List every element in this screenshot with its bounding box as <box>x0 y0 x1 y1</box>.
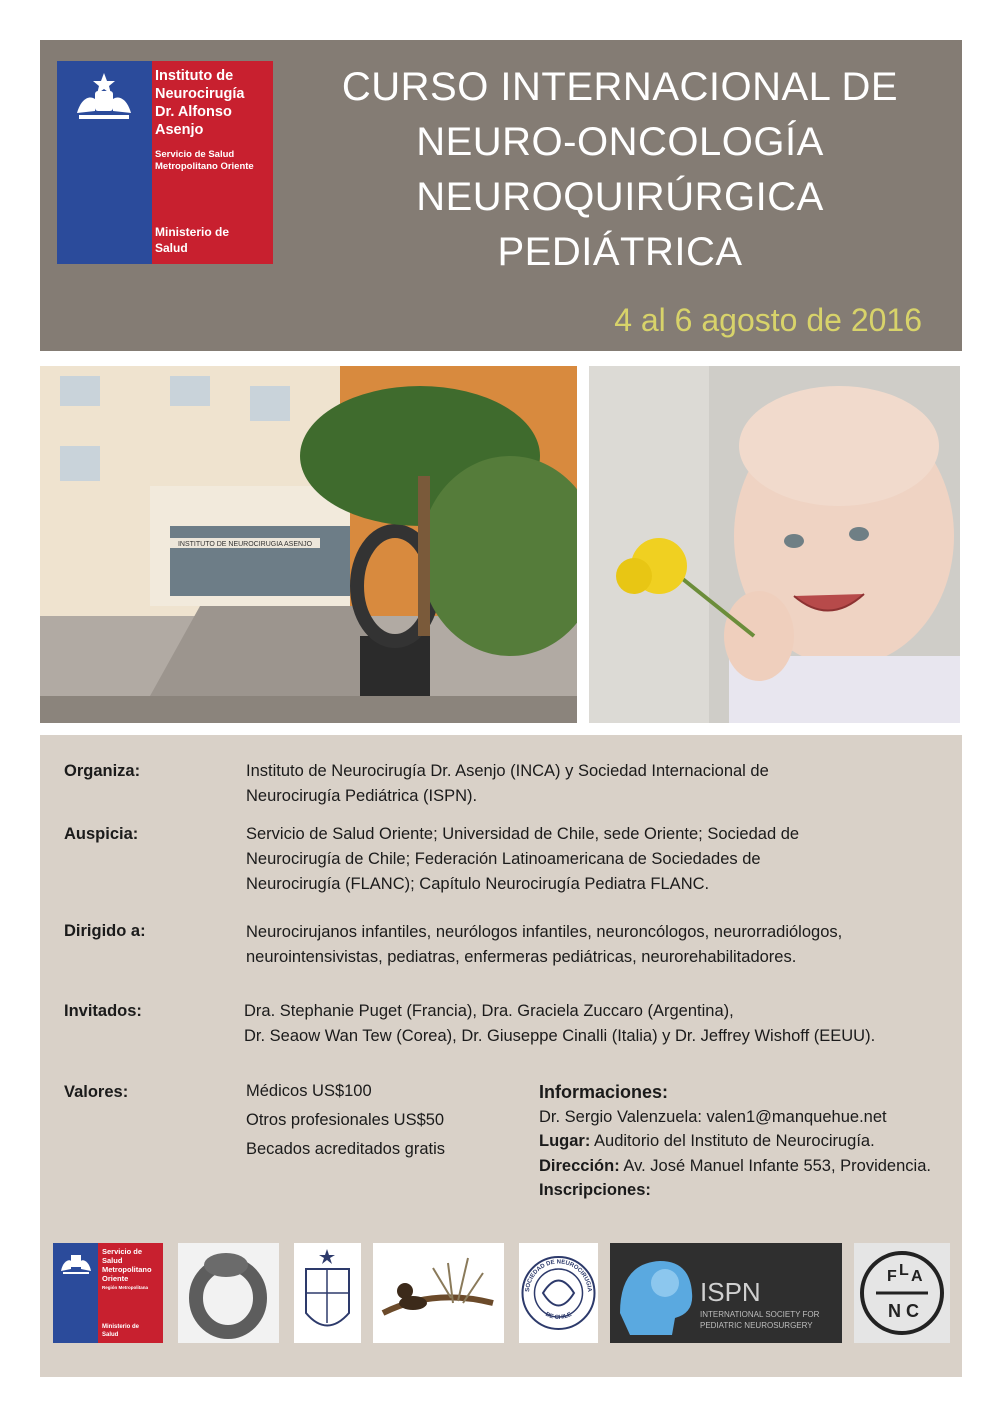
building-photo <box>40 366 577 723</box>
dirigido-value: Neurocirujanos infantiles, neurólogos infantiles, neuroncólogos, neurorradiólogos, neurointensivistas, pediatras, enfermeras pediátricas, neurorehabilitadores. <box>246 923 843 966</box>
invitados-label: Invitados: <box>64 1002 142 1020</box>
direccion-line: Dirección: Av. José Manuel Infante 553, Providencia. <box>539 1156 931 1175</box>
building-sign-text: INSTITUTO DE NEUROCIRUGIA ASENJO <box>177 541 313 548</box>
ssmo-logo: Servicio de Salud Metropolitano Oriente Región Metropolitana Ministerio de Salud <box>53 1243 163 1343</box>
informaciones-block <box>539 1080 959 1203</box>
valor-item: Otros profesionales US$50 <box>246 1111 445 1129</box>
ispn-line1: INTERNATIONAL SOCIETY FOR <box>700 1310 820 1319</box>
ispn-line2: PEDIATRIC NEUROSURGERY <box>700 1321 813 1330</box>
chile-coat-of-arms-icon <box>59 1249 93 1277</box>
auspicia-value: Servicio de Salud Oriente; Universidad de Chile, sede Oriente; Sociedad de Neurocirugía de Chile; Federación Latinoamericana de Sociedades de Neurocirugía (FLANC); Capítulo Neurocirugía Pediatra FLANC. <box>246 825 800 893</box>
flanc-logo <box>854 1243 950 1343</box>
svg-text:N: N <box>888 1301 901 1321</box>
logo-institute-name: Instituto de Neurocirugía Dr. Alfonso Asenjo <box>155 68 245 138</box>
universidad-de-chile-logo <box>294 1243 361 1343</box>
child-tree-logo <box>373 1243 504 1343</box>
auspicia-label: Auspicia: <box>64 825 139 843</box>
svg-text:A: A <box>911 1268 923 1285</box>
invitados-value: Dra. Stephanie Puget (Francia), Dra. Graciela Zuccaro (Argentina), Dr. Seaow Wan Tew (Corea), Dr. Giuseppe Cinalli (Italia) y Dr. Jeffrey Wishoff (EEUU). <box>244 1002 876 1045</box>
sociedad-logo-top-text: SOCIEDAD DE NEUROCIRUGIA <box>524 1259 593 1293</box>
logo-blue-panel <box>57 61 152 264</box>
logo-service-name: Servicio de Salud Metropolitano Oriente <box>155 149 254 172</box>
organiza-value: Instituto de Neurocirugía Dr. Asenjo (INCA) y Sociedad Internacional de Neurocirugía Pediátrica (ISPN). <box>246 762 769 805</box>
svg-text:F: F <box>887 1268 897 1285</box>
course-date: 4 al 6 agosto de 2016 <box>614 302 922 338</box>
valores-label: Valores: <box>64 1083 129 1101</box>
logo-ministry-name: Ministerio de Salud <box>155 225 230 255</box>
svg-text:L: L <box>899 1262 909 1279</box>
dirigido-label: Dirigido a: <box>64 922 146 940</box>
sociedad-neurocirugia-chile-logo <box>519 1243 598 1343</box>
logo-red-panel <box>152 61 273 264</box>
inscripciones-line: Inscripciones: <box>539 1181 651 1199</box>
valor-item: Médicos US$100 <box>246 1082 372 1100</box>
contact-line: Dr. Sergio Valenzuela: valen1@manquehue.net <box>539 1107 887 1126</box>
ispn-logo <box>610 1243 842 1343</box>
course-title: CURSO INTERNACIONAL DE NEURO-ONCOLOGÍA NEUROQUIRÚRGICA PEDIÁTRICA <box>341 65 899 274</box>
ispn-acronym: ISPN <box>700 1277 761 1307</box>
hands-sculpture-logo <box>178 1243 279 1343</box>
valores-list <box>246 1077 445 1164</box>
valor-item: Becados acreditados gratis <box>246 1140 446 1158</box>
svg-text:C: C <box>906 1301 919 1321</box>
sociedad-logo-bottom-text: DE CHILE <box>544 1311 573 1322</box>
informaciones-heading: Informaciones: <box>539 1082 669 1102</box>
chile-coat-of-arms-icon <box>69 69 139 129</box>
lugar-line: Lugar: Auditorio del Instituto de Neurocirugía. <box>539 1132 875 1150</box>
organiza-label: Organiza: <box>64 762 141 780</box>
child-with-flower-photo <box>589 366 960 723</box>
institute-logo <box>57 61 273 264</box>
